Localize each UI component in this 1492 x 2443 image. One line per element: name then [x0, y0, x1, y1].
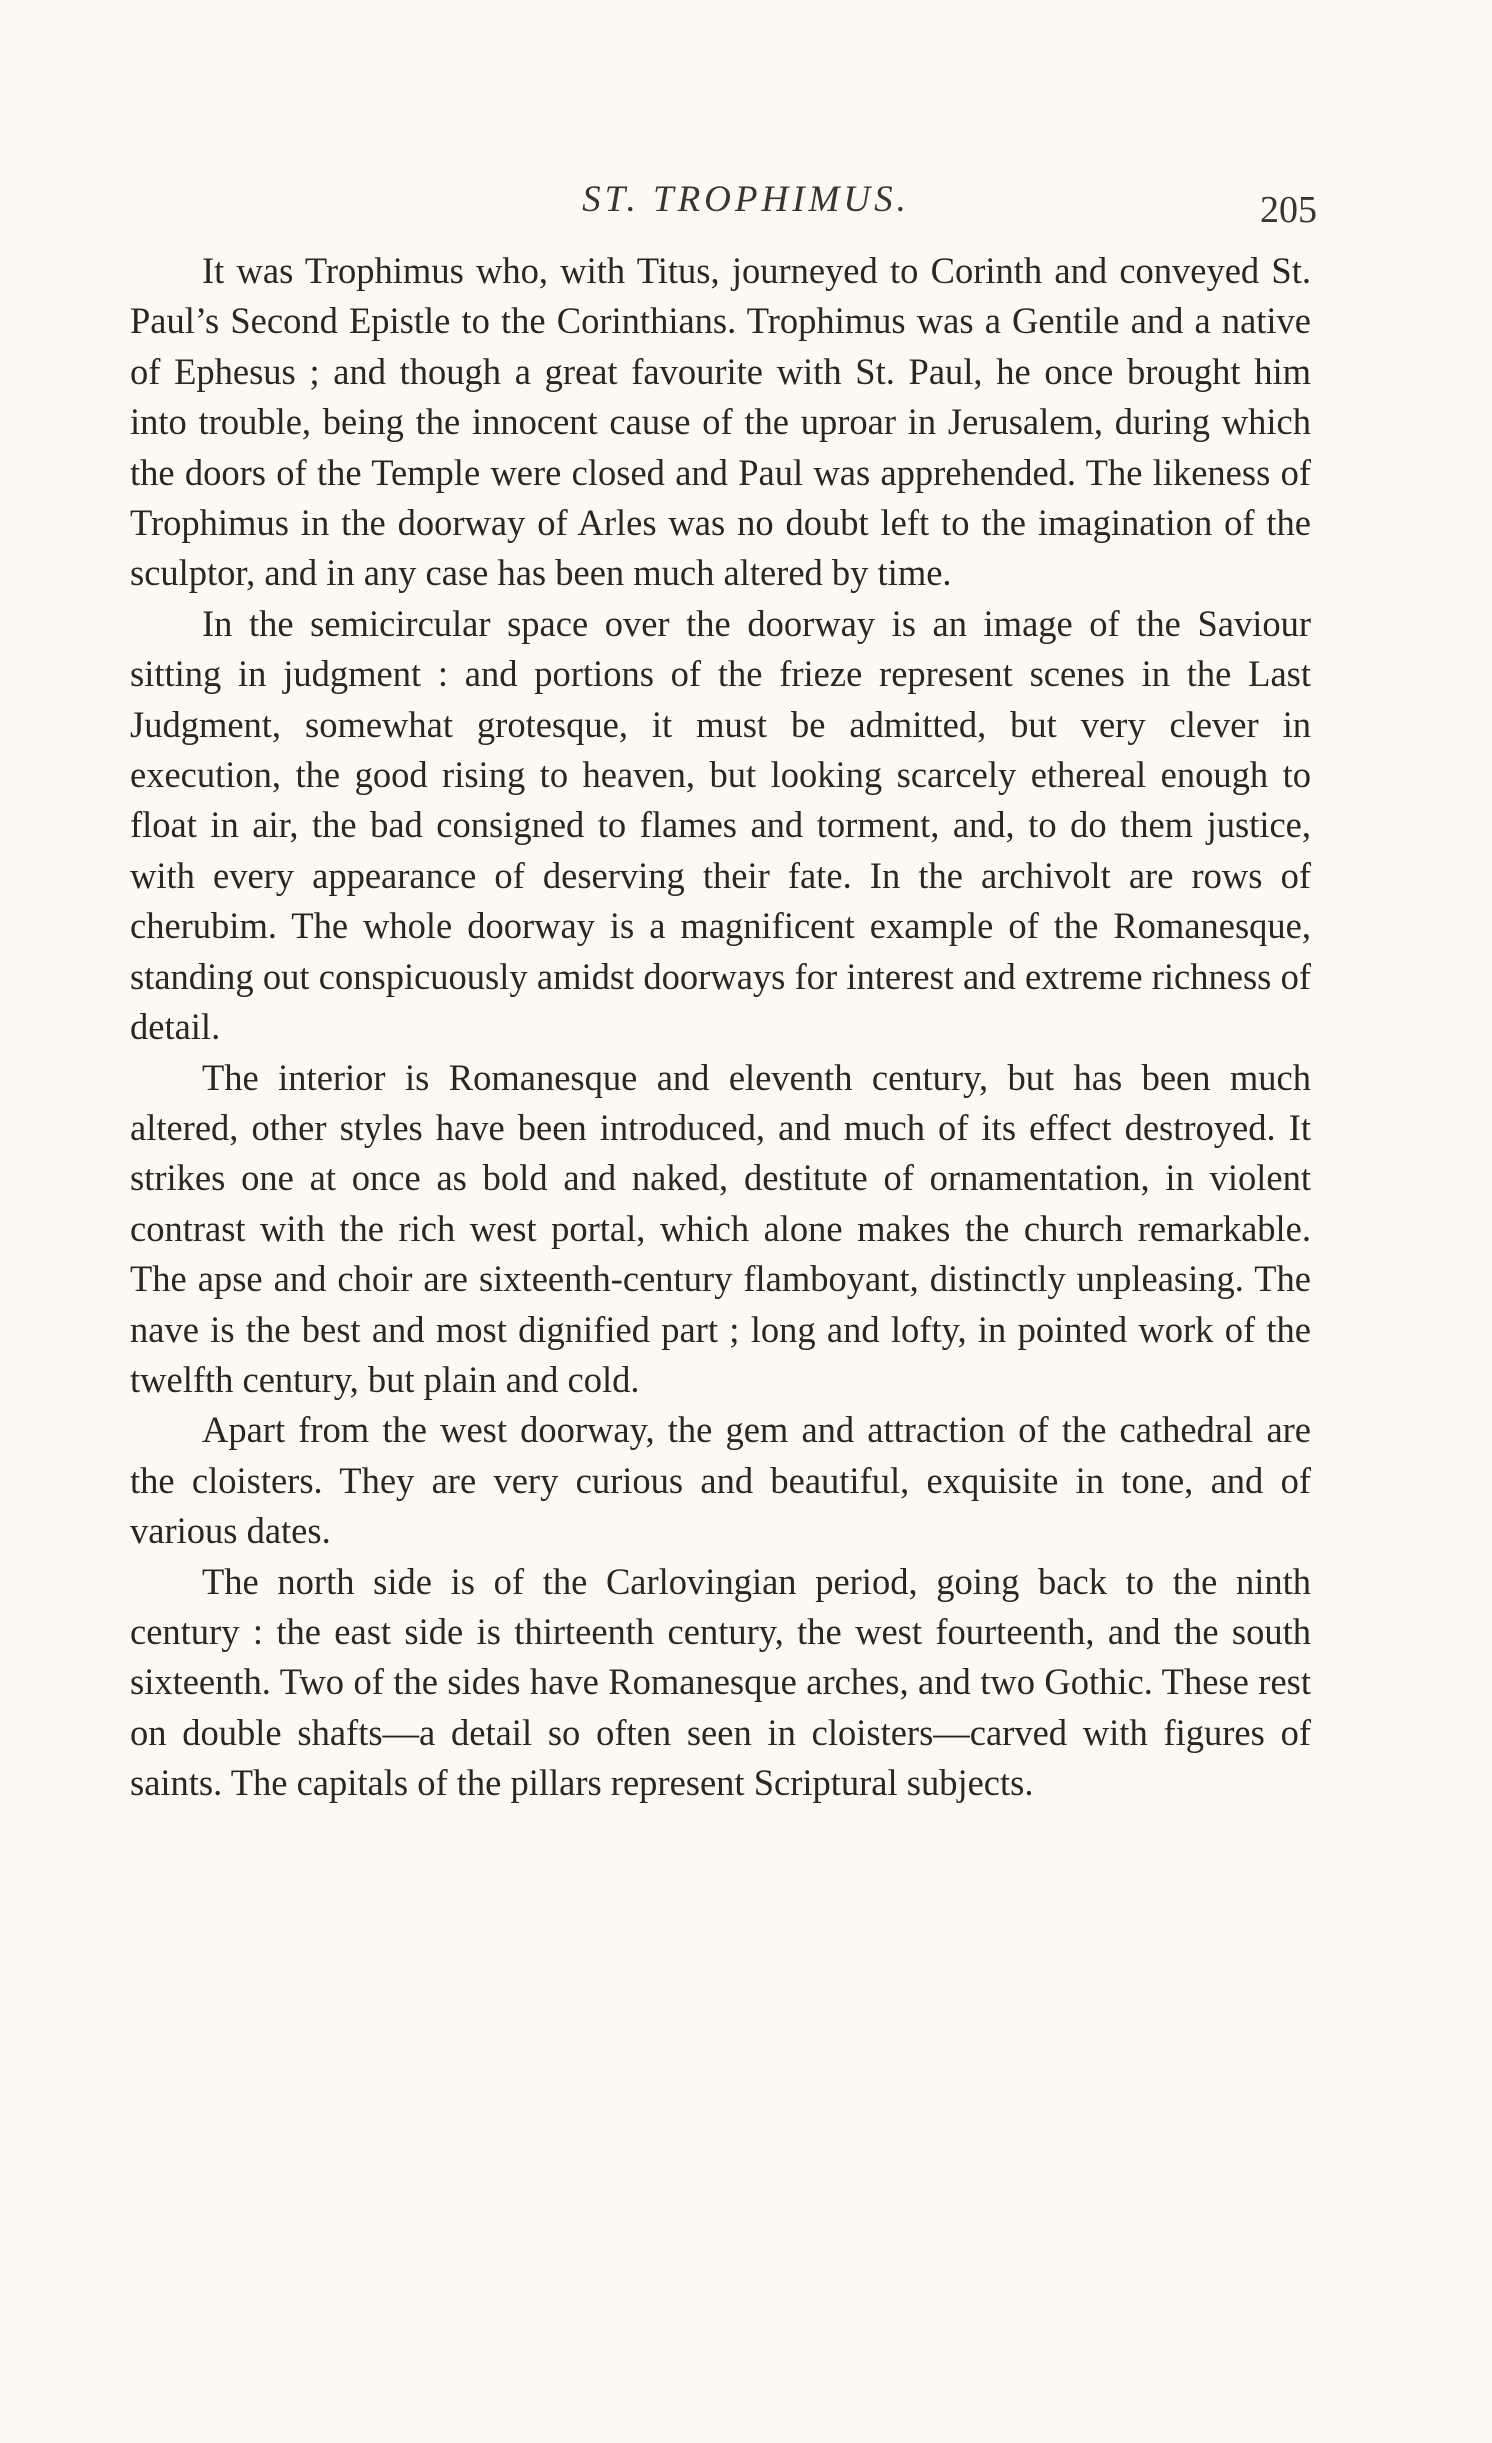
paragraph-trophimus: It was Trophimus who, with Titus, journeyed to Corinth and conveyed St. Paul’s Second Epistle to the Corinthians. Trophimus was a Gentile and a native of Ephesus ; and though a great favourite with St. Paul, he once brought him into trouble, being the innocent cause of the uproar in Jerusalem, during which the doors of the Temple were closed and Paul was apprehended. The likeness of Trophimus in the doorway of Arles was no doubt left to the imagination of the sculptor, and in any case has been much altered by time.	[130, 250, 1311, 594]
running-title: ST. TROPHIMUS.	[582, 179, 910, 220]
body-text	[130, 246, 1311, 1809]
paragraph-cloisters: Apart from the west doorway, the gem and attraction of the cathedral are the cloisters. They are very curious and beautiful, exquisite in tone, and of various dates.	[130, 1409, 1311, 1552]
paragraph-doorway: In the semicircular space over the doorway is an image of the Saviour sitting in judgment : and portions of the frieze represent scenes in the Last Judgment, somewhat grotesque, it must be admitted, but very clever in execution, the good rising to heaven, but looking scarcely ethereal enough to float in air, the bad consigned to flames and torment, and, to do them justice, with every appearance of deserving their fate. In the archivolt are rows of cherubim. The whole doorway is a magnificent example of the Romanesque, standing out conspicuously amidst doorways for interest and extreme richness of detail.	[130, 602, 1311, 1048]
running-head	[0, 178, 1492, 238]
paragraph-cloister-sides: The north side is of the Carlovingian period, going back to the ninth century : the east side is thirteenth century, the west fourteenth, and the south sixteenth. Two of the sides have Romanesque arches, and two Gothic. These rest on double shafts—a detail so often seen in cloisters—carved with figures of saints. The capitals of the pillars represent Scriptural subjects.	[130, 1560, 1311, 1804]
page-number: 205	[1260, 189, 1317, 231]
paragraph-interior: The interior is Romanesque and eleventh century, but has been much altered, other styles have been introduced, and much of its effect destroyed. It strikes one at once as bold and naked, destitute of ornamentation, in violent contrast with the rich west portal, which alone makes the church remarkable. The apse and choir are sixteenth-century flamboyant, distinctly unpleasing. The nave is the best and most dignified part ; long and lofty, in pointed work of the twelfth century, but plain and cold.	[130, 1056, 1311, 1400]
